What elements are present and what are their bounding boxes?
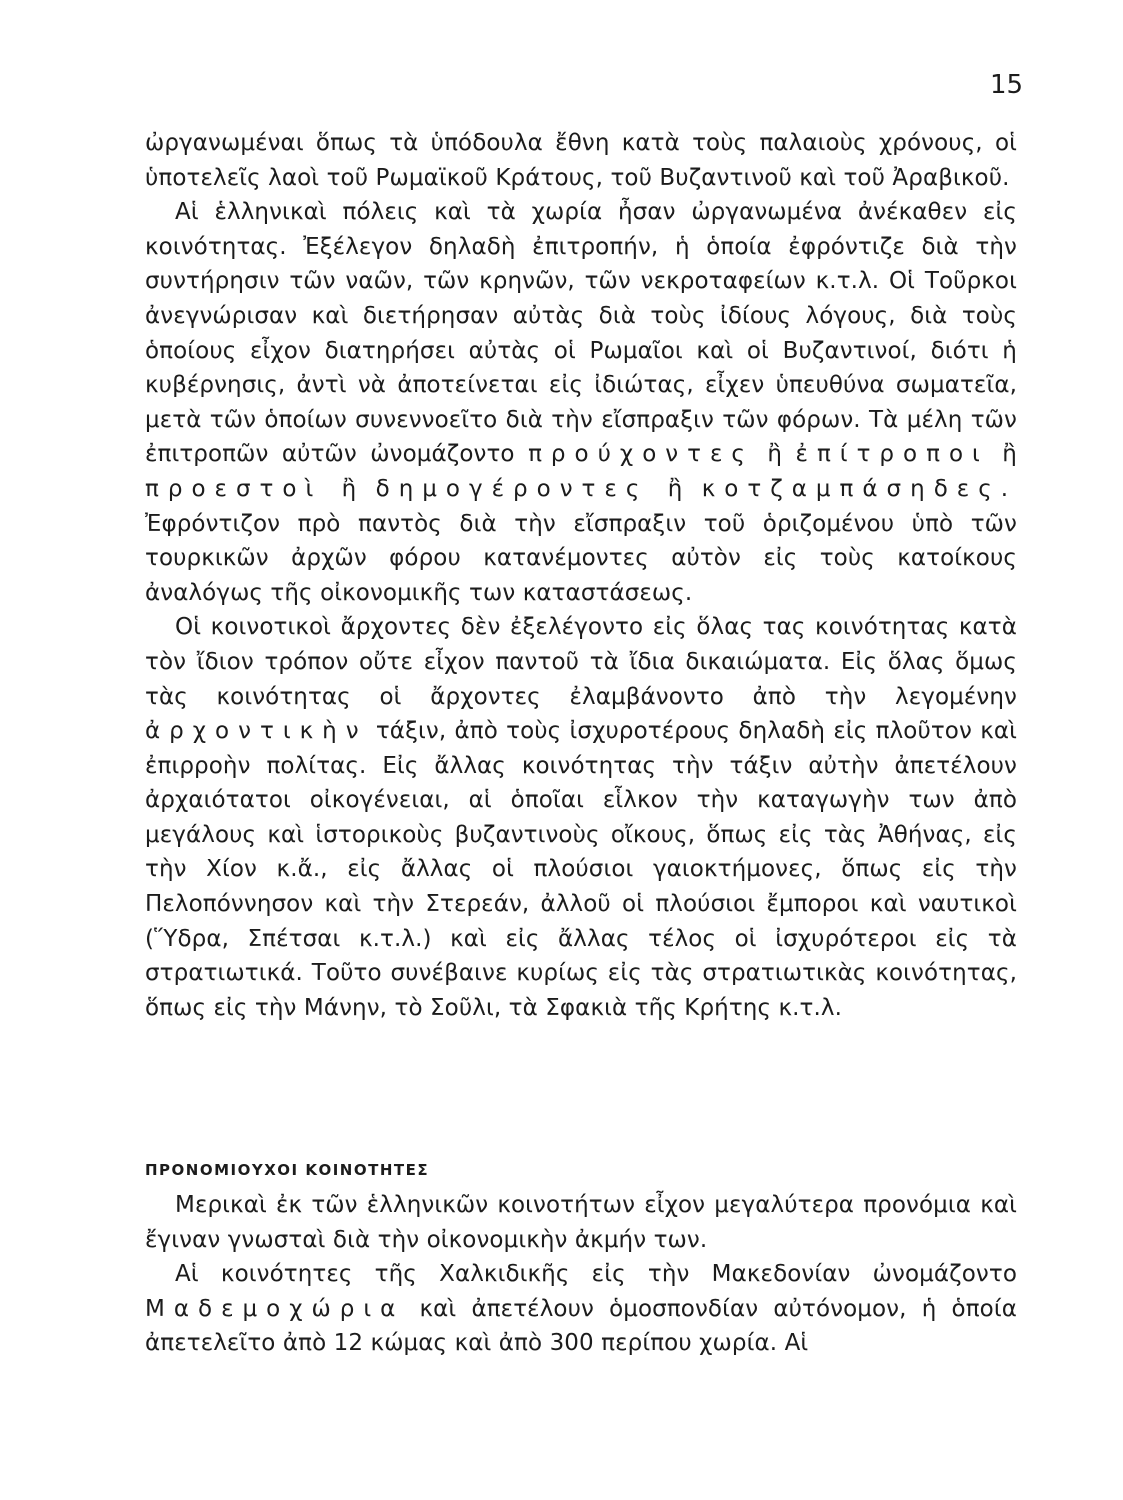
conjunction: ἢ (767, 441, 783, 468)
paragraph-text: ὠργανωμέναι ὅπως τὰ ὑπόδουλα ἔθνη κατὰ τοὺς παλαιοὺς χρόνους, οἱ ὑποτελεῖς λαοὶ τοῦ Ρωμαϊκοῦ Κράτους, τοῦ Βυζαντινοῦ καὶ τοῦ Ἀραβικοῦ. (145, 130, 1017, 191)
body-text-lower (145, 1188, 1017, 1361)
paragraph (145, 195, 1017, 610)
conjunction: ἢ (1002, 441, 1017, 468)
paragraph (145, 1188, 1017, 1257)
emphasized-term: Μαδεμοχώρια (145, 1295, 405, 1322)
emphasized-term: ἐπίτροποι (795, 441, 989, 468)
emphasized-term: προεστοὶ (145, 475, 323, 502)
paragraph-text: Οἱ κοινοτικοὶ ἄρχοντες δὲν ἐξελέγοντο εἰς ὅλας τας κοινότητας κατὰ τὸν ἴδιον τρόπον οὔτε εἶχον παντοῦ τὰ ἴδια δικαιώματα. Εἰς ὅλας ὅμως τὰς κοινότητας οἱ ἄρχοντες ἐλαμβάνοντο ἀπὸ τὴν λεγομένην (145, 614, 1017, 710)
paragraph-text: καὶ ἀπετέλουν ὁμοσπονδίαν αὐτόνομον, ἡ ὁποία ἀπετελεῖτο ἀπὸ 12 κώμας καὶ ἀπὸ 300 περίπου χωρία. Αἱ (145, 1295, 1017, 1357)
emphasized-term: προύχοντες (528, 441, 754, 468)
emphasized-term: κοτζαμπάσηδες. (701, 475, 1018, 502)
section-heading: ΠΡΟΝΟΜΙΟΥΧΟΙ ΚΟΙΝΟΤΗΤΕΣ (145, 1161, 430, 1179)
paragraph (145, 1257, 1017, 1361)
conjunction: ἢ (667, 475, 683, 502)
emphasized-term: ἀρχοντικὴν (145, 718, 368, 745)
paragraph-text: Αἱ ἑλληνικαὶ πόλεις καὶ τὰ χωρία ἦσαν ὠργανωμένα ἀνέκαθεν εἰς κοινότητας. Ἐξέλεγον δηλαδὴ ἐπιτροπήν, ἡ ὁποία ἐφρόντιζε διὰ τὴν συντήρησιν τῶν ναῶν, τῶν κρηνῶν, τῶν νεκροταφείων κ.τ.λ. Οἱ Τοῦρκοι ἀνεγνώρισαν καὶ διετήρησαν αὐτὰς διὰ τοὺς ἰδίους λόγους, διὰ τοὺς ὁποίους εἶχον διατηρήσει αὐτὰς οἱ Ρωμαῖοι καὶ οἱ Βυζαντινοί, διότι ἡ κυβέρνησις, ἀντὶ νὰ ἀποτείνεται εἰς ἰδιώτας, εἶχεν ὑπευθύνα σωματεῖα, μετὰ τῶν ὁποίων συνεννοεῖτο διὰ τὴν εἴσπραξιν τῶν φόρων. Τὰ μέλη τῶν ἐπιτροπῶν αὐτῶν ὠνομάζοντο (145, 199, 1017, 468)
paragraph (145, 610, 1017, 1025)
paragraph-text: Μερικαὶ ἐκ τῶν ἑλληνικῶν κοινοτήτων εἶχον μεγαλύτερα προνόμια καὶ ἔγιναν γνωσταὶ διὰ τὴν οἰκονομικὴν ἀκμήν των. (145, 1192, 1017, 1253)
paragraph (145, 126, 1017, 195)
emphasized-term: δημογέροντες (375, 475, 649, 502)
conjunction: ἢ (341, 475, 357, 502)
paragraph-text: τάξιν, ἀπὸ τοὺς ἰσχυροτέρους δηλαδὴ εἰς πλοῦτον καὶ ἐπιρροὴν πολίτας. Εἰς ἄλλας κοινότητας τὴν τάξιν αὐτὴν ἀπετέλουν ἀρχαιότατοι οἰκογένειαι, αἱ ὁποῖαι εἷλκον τὴν καταγωγὴν των ἀπὸ μεγάλους καὶ ἱστορικοὺς βυζαντινοὺς οἴκους, ὅπως εἰς τὰς Ἀθήνας, εἰς τὴν Χίον κ.ἄ., εἰς ἄλλας οἱ πλούσιοι γαιοκτήμονες, ὅπως εἰς τὴν Πελοπόννησον καὶ τὴν Στερεάν, ἀλλοῦ οἱ πλούσιοι ἔμποροι καὶ ναυτικοὶ (Ὕδρα, Σπέτσαι κ.τ.λ.) καὶ εἰς ἄλλας τέλος οἱ ἰσχυρότεροι εἰς τὰ στρατιωτικά. Τοῦτο συνέβαινε κυρίως εἰς τὰς στρατιωτικὰς κοινότητας, ὅπως εἰς τὴν Μάνην, τὸ Σοῦλι, τὰ Σφακιὰ τῆς Κρήτης κ.τ.λ. (145, 718, 1017, 1021)
paragraph-text: Αἱ κοινότητες τῆς Χαλκιδικῆς εἰς τὴν Μακεδονίαν ὠνομάζοντο (175, 1261, 1017, 1288)
body-text-upper (145, 126, 1017, 1025)
paragraph-text: Ἐφρόντιζον πρὸ παντὸς διὰ τὴν εἴσπραξιν τοῦ ὁριζομένου ὑπὸ τῶν τουρκικῶν ἀρχῶν φόρου κατανέμοντες αὐτὸν εἰς τοὺς κατοίκους ἀναλόγως τῆς οἰκονομικῆς των καταστάσεως. (145, 510, 1017, 606)
page-number: 15 (990, 70, 1024, 100)
